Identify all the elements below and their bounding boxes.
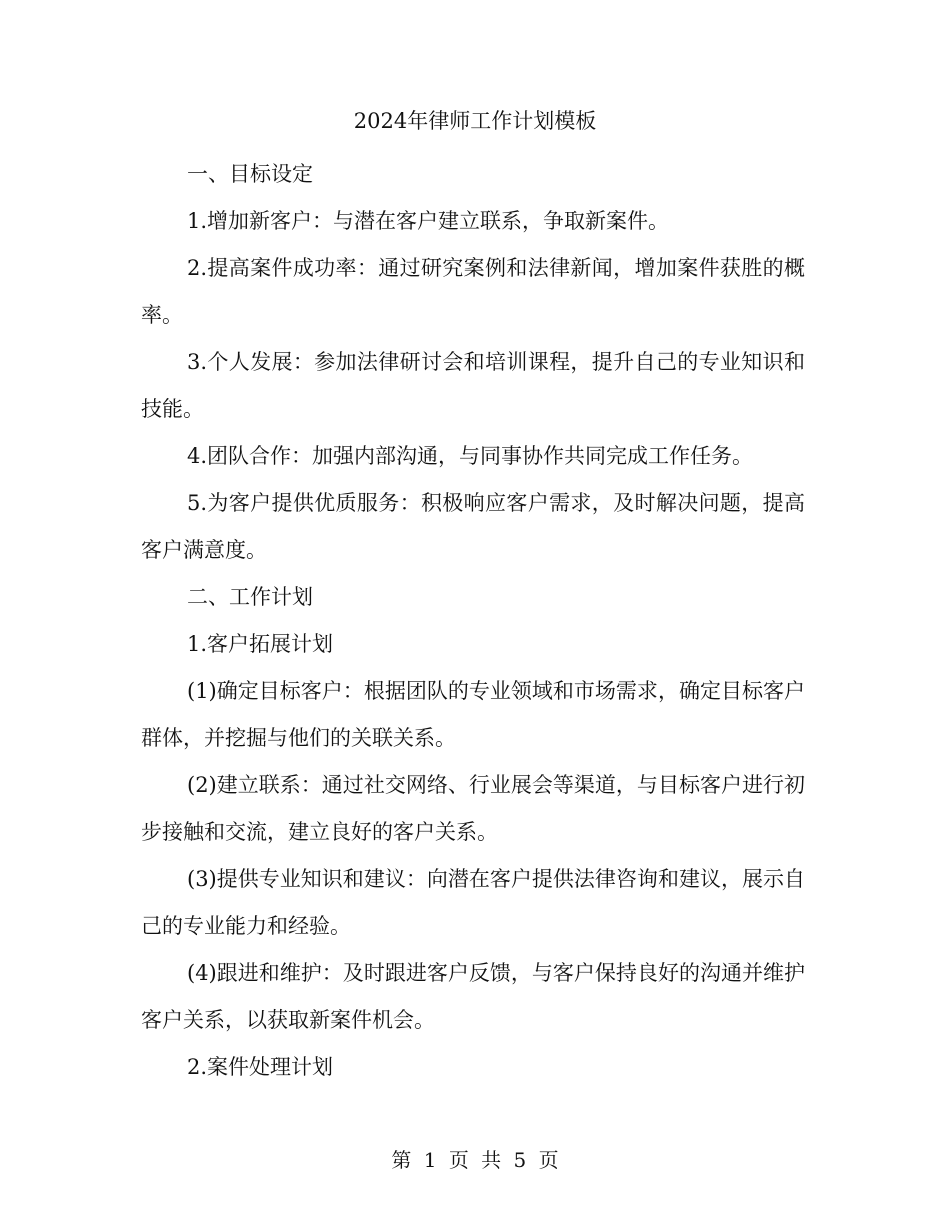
page-number-footer: [0, 1146, 950, 1174]
footer-page-suffix: 页: [538, 1148, 559, 1172]
document-body: [141, 151, 805, 1091]
footer-page-total-prefix: 共: [481, 1148, 502, 1172]
document-title: 2024年律师工作计划模板: [353, 109, 597, 133]
paragraph: (1)确定目标客户：根据团队的专业领域和市场需求，确定目标客户群体，并挖掘与他们的关联关系。: [141, 679, 805, 750]
paragraph: 3.个人发展：参加法律研讨会和培训课程，提升自己的专业知识和技能。: [141, 350, 805, 421]
footer-page-current: 1: [423, 1148, 437, 1172]
subheading: 1.客户拓展计划: [187, 632, 334, 656]
paragraph: 5.为客户提供优质服务：积极响应客户需求，及时解决问题，提高客户满意度。: [141, 491, 805, 562]
paragraph: (2)建立联系：通过社交网络、行业展会等渠道，与目标客户进行初步接触和交流，建立良好的客户关系。: [141, 773, 805, 844]
footer-page-prefix: 第: [391, 1148, 412, 1172]
footer-page-mid: 页: [448, 1148, 469, 1172]
paragraph: 4.团队合作：加强内部沟通，与同事协作共同完成工作任务。: [187, 444, 754, 468]
footer-page-total: 5: [513, 1148, 527, 1172]
paragraph: 1.增加新客户：与潜在客户建立联系，争取新案件。: [187, 209, 670, 233]
paragraph: (4)跟进和维护：及时跟进客户反馈，与客户保持良好的沟通并维护客户关系，以获取新案件机会。: [141, 961, 805, 1032]
paragraph: 2.提高案件成功率：通过研究案例和法律新闻，增加案件获胜的概率。: [141, 256, 805, 327]
subheading: 2.案件处理计划: [187, 1055, 334, 1079]
section-heading-plan: 二、工作计划: [187, 585, 313, 609]
section-heading-goals: 一、目标设定: [187, 162, 313, 186]
paragraph: (3)提供专业知识和建议：向潜在客户提供法律咨询和建议，展示自己的专业能力和经验。: [141, 867, 805, 938]
